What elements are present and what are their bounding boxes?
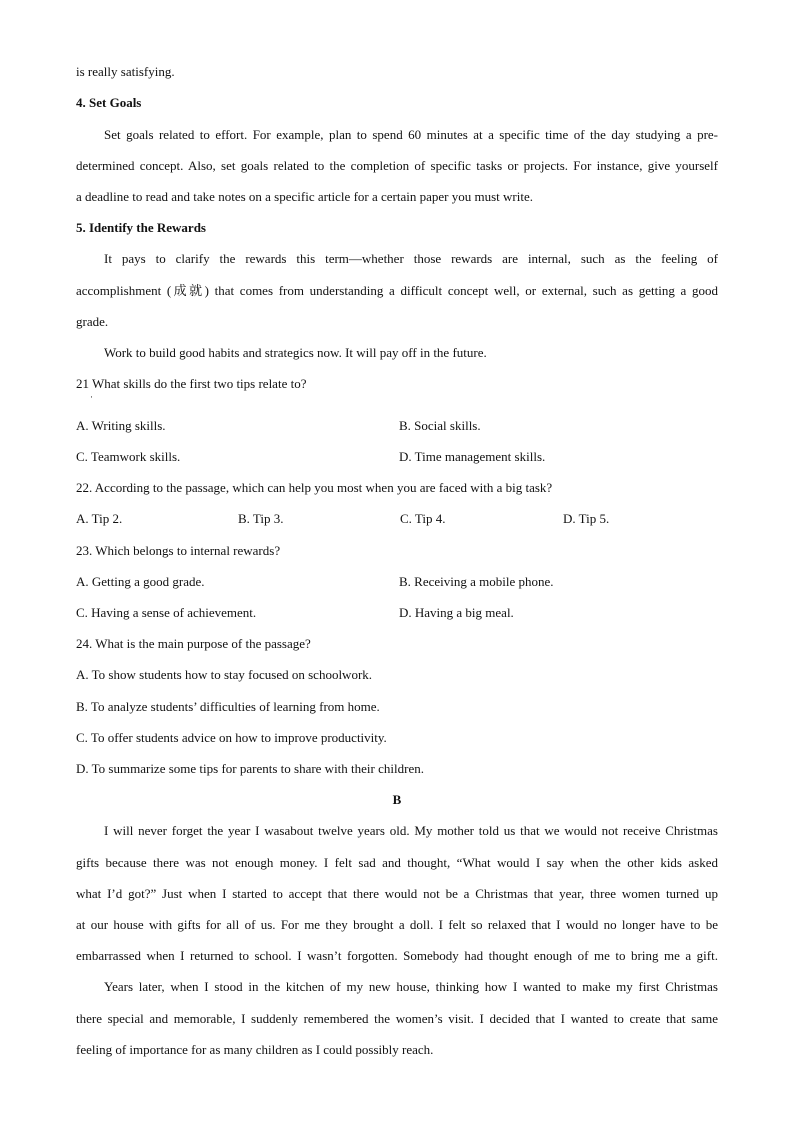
question-22-option-d: D. Tip 5. (563, 511, 610, 526)
question-21-stem: 21 What skills do the first two tips relate to? (76, 376, 307, 391)
section-heading-set-goals: 4. Set Goals (76, 95, 142, 110)
passage-line: It pays to clarify the rewards this term—whether those rewards are internal, such as the feeling of (104, 251, 718, 266)
passage-b-line: Years later, when I stood in the kitchen of my new house, thinking how I wanted to make my first Christmas (104, 979, 718, 994)
question-21-option-c: C. Teamwork skills. (76, 449, 181, 464)
passage-b-line: there special and memorable, I suddenly remembered the women’s visit. I decided that I wanted to create that same (76, 1011, 718, 1026)
question-24-option-a: A. To show students how to stay focused on schoolwork. (76, 667, 373, 682)
passage-line: is really satisfying. (76, 64, 175, 79)
question-23-option-b: B. Receiving a mobile phone. (399, 574, 554, 589)
stray-mark: · (90, 392, 93, 402)
question-22-stem: 22. According to the passage, which can help you most when you are faced with a big task? (76, 480, 553, 495)
question-23-option-d: D. Having a big meal. (399, 605, 514, 620)
passage-b-line: feeling of importance for as many children as I could possibly reach. (76, 1042, 434, 1057)
passage-b-line: embarrassed when I returned to school. I wasn’t forgotten. Somebody had thought enough of me to bring me a gift. (76, 948, 718, 963)
question-22-option-b: B. Tip 3. (238, 511, 284, 526)
passage-b-line: I will never forget the year I wasabout twelve years old. My mother told us that we would not receive Christmas (104, 823, 718, 838)
passage-line: a deadline to read and take notes on a specific article for a certain paper you must write. (76, 189, 533, 204)
passage-b-line: gifts because there was not enough money. I felt sad and thought, “What would I say when the other kids asked (76, 855, 718, 870)
question-24-option-b: B. To analyze students’ difficulties of learning from home. (76, 699, 380, 714)
passage-line: Work to build good habits and strategics now. It will pay off in the future. (104, 345, 487, 360)
question-23-option-a: A. Getting a good grade. (76, 574, 205, 589)
question-23-option-c: C. Having a sense of achievement. (76, 605, 257, 620)
question-21-option-d: D. Time management skills. (399, 449, 546, 464)
question-23-stem: 23. Which belongs to internal rewards? (76, 543, 281, 558)
passage-line: Set goals related to effort. For example, plan to spend 60 minutes at a specific time of the day studying a pre- (104, 127, 718, 142)
passage-line: determined concept. Also, set goals related to the completion of specific tasks or projects. For instance, give yourself (76, 158, 718, 173)
section-b-heading: B (392, 792, 402, 807)
section-heading-identify-rewards: 5. Identify the Rewards (76, 220, 206, 235)
question-21-option-b: B. Social skills. (399, 418, 481, 433)
question-24-option-d: D. To summarize some tips for parents to share with their children. (76, 761, 424, 776)
passage-line: grade. (76, 314, 109, 329)
passage-b-line: what I’d got?” Just when I started to accept that there would not be a Christmas that year, three women turned up (76, 886, 718, 901)
question-24-option-c: C. To offer students advice on how to improve productivity. (76, 730, 387, 745)
passage-b-line: at our house with gifts for all of us. For me they brought a doll. I felt so relaxed that I would no longer have to be (76, 917, 718, 932)
question-24-stem: 24. What is the main purpose of the passage? (76, 636, 311, 651)
question-21-option-a: A. Writing skills. (76, 418, 166, 433)
question-22-option-a: A. Tip 2. (76, 511, 123, 526)
passage-line: accomplishment (成就) that comes from understanding a difficult concept well, or external, such as getting a good (76, 283, 718, 298)
question-22-option-c: C. Tip 4. (400, 511, 446, 526)
